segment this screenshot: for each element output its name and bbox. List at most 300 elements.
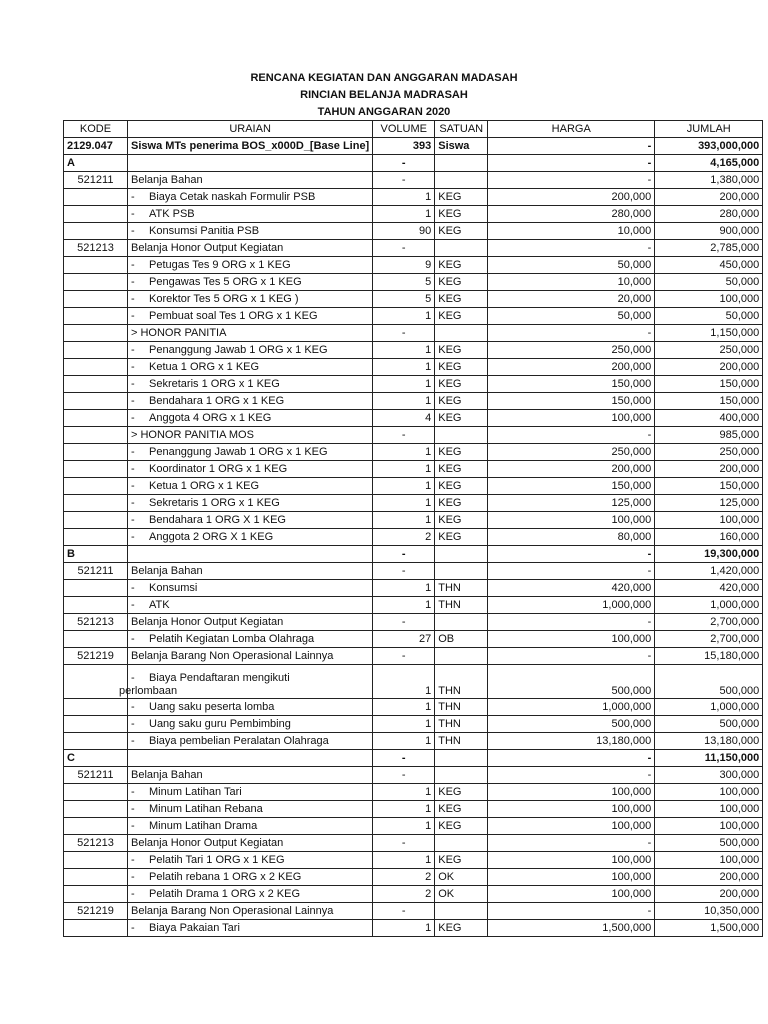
table-row [64,733,763,750]
cell-volume: 5 [373,274,435,291]
cell-kode: 521211 [64,172,128,189]
cell-satuan [435,563,488,580]
cell-uraian-text: ATK PSB [149,208,195,220]
table-row [64,172,763,189]
cell-jumlah: 200,000 [655,189,763,206]
cell-satuan [435,172,488,189]
cell-satuan: KEG [435,495,488,512]
cell-uraian-text: Anggota 4 ORG x 1 KEG [149,412,272,424]
cell-uraian-text: Pelatih Kegiatan Lomba Olahraga [149,633,315,645]
cell-satuan: THN [435,597,488,614]
cell-jumlah: 50,000 [655,274,763,291]
cell-volume: 1 [373,716,435,733]
cell-harga: - [488,325,655,342]
table-row [64,665,763,699]
cell-uraian [128,512,373,529]
cell-harga: 500,000 [488,665,655,699]
cell-uraian [128,716,373,733]
cell-uraian-text: Petugas Tes 9 ORG x 1 KEG [149,259,291,271]
cell-satuan: OK [435,886,488,903]
bullet-dash: - [131,582,135,594]
cell-kode: 521211 [64,563,128,580]
bullet-dash: - [131,259,135,271]
table-row [64,291,763,308]
cell-volume: 1 [373,597,435,614]
cell-uraian-text: Pembuat soal Tes 1 ORG x 1 KEG [149,310,318,322]
cell-uraian-line2: perlombaan [119,685,178,697]
cell-satuan: THN [435,580,488,597]
cell-uraian-text: Pelatih Tari 1 ORG x 1 KEG [149,854,285,866]
cell-harga: 200,000 [488,461,655,478]
cell-kode [64,597,128,614]
cell-harga: 200,000 [488,359,655,376]
cell-satuan [435,155,488,172]
cell-kode [64,325,128,342]
cell-uraian-text: Pelatih rebana 1 ORG x 2 KEG [149,871,302,883]
bullet-dash: - [131,293,135,305]
bullet-dash: - [131,820,135,832]
cell-satuan: Siswa [435,138,488,155]
cell-harga: 100,000 [488,869,655,886]
cell-uraian: Belanja Honor Output Kegiatan [128,614,373,631]
table-row [64,461,763,478]
cell-satuan: KEG [435,529,488,546]
cell-uraian: Belanja Honor Output Kegiatan [128,240,373,257]
cell-uraian: Belanja Honor Output Kegiatan [128,835,373,852]
cell-uraian [128,291,373,308]
document-subtitle: RINCIAN BELANJA MADRASAH [300,89,468,101]
cell-uraian [128,920,373,937]
cell-uraian [128,308,373,325]
cell-volume: 1 [373,342,435,359]
bullet-dash: - [131,463,135,475]
cell-jumlah: 2,785,000 [655,240,763,257]
table-row [64,529,763,546]
cell-kode [64,631,128,648]
bullet-dash: - [131,888,135,900]
cell-satuan [435,240,488,257]
cell-volume: 1 [373,461,435,478]
cell-satuan: KEG [435,784,488,801]
cell-jumlah: 1,000,000 [655,597,763,614]
cell-harga: 1,000,000 [488,597,655,614]
cell-kode: 521213 [64,240,128,257]
cell-jumlah: 300,000 [655,767,763,784]
cell-uraian: Siswa MTs penerima BOS_x000D_[Base Line] [128,138,373,155]
cell-harga: 100,000 [488,784,655,801]
cell-uraian [128,189,373,206]
cell-harga: - [488,563,655,580]
cell-satuan: KEG [435,461,488,478]
cell-satuan: KEG [435,478,488,495]
cell-kode [64,444,128,461]
document-year: TAHUN ANGGARAN 2020 [317,106,451,118]
table-row [64,478,763,495]
cell-satuan [435,325,488,342]
cell-uraian-text: Penanggung Jawab 1 ORG x 1 KEG [149,344,328,356]
cell-harga: - [488,614,655,631]
table-row [64,801,763,818]
cell-volume: 1 [373,665,435,699]
cell-harga: 100,000 [488,886,655,903]
cell-jumlah: 200,000 [655,359,763,376]
cell-kode [64,206,128,223]
table-row [64,359,763,376]
cell-jumlah: 100,000 [655,852,763,869]
cell-uraian [128,750,373,767]
table-row [64,546,763,563]
cell-uraian-text: Ketua 1 ORG x 1 KEG [149,361,260,373]
cell-satuan: KEG [435,342,488,359]
cell-kode [64,461,128,478]
cell-volume: 1 [373,444,435,461]
table-row [64,410,763,427]
table-row [64,750,763,767]
cell-jumlah: 1,380,000 [655,172,763,189]
column-header-harga: HARGA [488,121,655,138]
bullet-dash: - [131,225,135,237]
bullet-dash: - [131,854,135,866]
cell-harga: 280,000 [488,206,655,223]
table-row [64,648,763,665]
cell-harga: 200,000 [488,189,655,206]
cell-harga: 1,500,000 [488,920,655,937]
cell-volume: 27 [373,631,435,648]
bullet-dash: - [131,497,135,509]
cell-kode [64,818,128,835]
cell-satuan [435,750,488,767]
cell-kode [64,529,128,546]
table-row [64,342,763,359]
cell-jumlah: 900,000 [655,223,763,240]
cell-uraian-text: Penanggung Jawab 1 ORG x 1 KEG [149,446,328,458]
cell-kode [64,512,128,529]
cell-harga: - [488,240,655,257]
bullet-dash: - [131,514,135,526]
cell-uraian [128,223,373,240]
cell-volume: 9 [373,257,435,274]
table-row [64,257,763,274]
cell-uraian [128,257,373,274]
cell-jumlah: 450,000 [655,257,763,274]
cell-jumlah: 10,350,000 [655,903,763,920]
table-row [64,835,763,852]
cell-satuan [435,614,488,631]
table-row [64,869,763,886]
cell-harga: 20,000 [488,291,655,308]
cell-uraian [128,206,373,223]
cell-jumlah: 250,000 [655,444,763,461]
cell-uraian: Belanja Barang Non Operasional Lainnya [128,648,373,665]
bullet-dash: - [131,446,135,458]
table-row [64,614,763,631]
cell-uraian [128,410,373,427]
cell-kode: 521219 [64,648,128,665]
cell-jumlah: 4,165,000 [655,155,763,172]
cell-satuan: THN [435,665,488,699]
cell-kode: B [64,546,128,563]
document-title-block [0,70,768,121]
cell-uraian-text: Biaya Pakaian Tari [149,922,240,934]
document-title: RENCANA KEGIATAN DAN ANGGARAN MADASAH [250,72,518,84]
cell-kode: C [64,750,128,767]
cell-volume: 1 [373,376,435,393]
cell-volume: - [373,240,435,257]
cell-jumlah: 150,000 [655,393,763,410]
bullet-dash: - [131,395,135,407]
cell-harga: 500,000 [488,716,655,733]
cell-harga: 50,000 [488,257,655,274]
cell-kode [64,665,128,699]
cell-kode [64,359,128,376]
cell-uraian [128,342,373,359]
cell-jumlah: 100,000 [655,801,763,818]
cell-kode: 2129.047 [64,138,128,155]
cell-volume: 1 [373,206,435,223]
cell-jumlah: 150,000 [655,478,763,495]
bullet-dash: - [131,361,135,373]
cell-harga: 150,000 [488,376,655,393]
cell-kode [64,308,128,325]
cell-volume: 2 [373,886,435,903]
table-row [64,886,763,903]
cell-satuan: KEG [435,818,488,835]
cell-volume: 1 [373,393,435,410]
cell-jumlah: 500,000 [655,665,763,699]
bullet-dash: - [131,735,135,747]
table-body [64,138,763,937]
cell-jumlah: 250,000 [655,342,763,359]
cell-uraian-text: Bendahara 1 ORG X 1 KEG [149,514,286,526]
cell-satuan [435,767,488,784]
bullet-dash: - [131,803,135,815]
cell-volume: 1 [373,359,435,376]
cell-kode [64,189,128,206]
table-row [64,597,763,614]
cell-kode [64,869,128,886]
cell-uraian-text: ATK [149,599,170,611]
cell-volume: - [373,172,435,189]
table-row [64,444,763,461]
cell-jumlah: 19,300,000 [655,546,763,563]
cell-uraian: Belanja Bahan [128,563,373,580]
cell-jumlah: 11,150,000 [655,750,763,767]
cell-jumlah: 200,000 [655,461,763,478]
cell-uraian-text: Sekretaris 1 ORG x 1 KEG [149,497,280,509]
table-row [64,512,763,529]
cell-kode [64,427,128,444]
cell-volume: 1 [373,801,435,818]
cell-harga: - [488,767,655,784]
cell-uraian-text: Biaya pembelian Peralatan Olahraga [149,735,329,747]
cell-harga: 150,000 [488,478,655,495]
cell-uraian-text: Uang saku guru Pembimbing [149,718,291,730]
cell-uraian: Belanja Bahan [128,767,373,784]
cell-kode: A [64,155,128,172]
cell-uraian: Belanja Barang Non Operasional Lainnya [128,903,373,920]
table-row [64,206,763,223]
table-row [64,427,763,444]
cell-volume: 1 [373,920,435,937]
cell-jumlah: 2,700,000 [655,631,763,648]
cell-kode: 521219 [64,903,128,920]
bullet-dash: - [131,922,135,934]
cell-jumlah: 200,000 [655,869,763,886]
cell-jumlah: 2,700,000 [655,614,763,631]
cell-jumlah: 100,000 [655,784,763,801]
cell-kode [64,410,128,427]
cell-uraian [128,784,373,801]
cell-uraian-text: Anggota 2 ORG X 1 KEG [149,531,274,543]
cell-volume: 1 [373,308,435,325]
cell-harga: 100,000 [488,801,655,818]
cell-uraian [128,631,373,648]
cell-kode [64,223,128,240]
cell-kode [64,852,128,869]
cell-volume: 1 [373,699,435,716]
cell-jumlah: 400,000 [655,410,763,427]
cell-satuan [435,427,488,444]
cell-volume: 1 [373,512,435,529]
cell-jumlah: 500,000 [655,716,763,733]
cell-satuan: KEG [435,410,488,427]
bullet-dash: - [131,412,135,424]
cell-harga: - [488,427,655,444]
cell-uraian: > HONOR PANITIA MOS [128,427,373,444]
cell-harga: - [488,648,655,665]
cell-kode [64,495,128,512]
cell-harga: 250,000 [488,342,655,359]
cell-harga: 250,000 [488,444,655,461]
cell-uraian: > HONOR PANITIA [128,325,373,342]
cell-uraian [128,886,373,903]
cell-volume: - [373,614,435,631]
cell-uraian [128,495,373,512]
table-row [64,767,763,784]
cell-satuan: KEG [435,393,488,410]
cell-kode [64,257,128,274]
cell-harga: 80,000 [488,529,655,546]
cell-uraian-text: Minum Latihan Rebana [149,803,263,815]
table-row [64,274,763,291]
cell-harga: - [488,546,655,563]
bullet-dash: - [131,310,135,322]
cell-kode [64,376,128,393]
table-row [64,903,763,920]
cell-kode: 521213 [64,614,128,631]
cell-volume: 2 [373,869,435,886]
cell-harga: 100,000 [488,631,655,648]
cell-volume: 1 [373,733,435,750]
cell-satuan [435,546,488,563]
cell-satuan: KEG [435,308,488,325]
cell-harga: - [488,172,655,189]
cell-jumlah: 100,000 [655,512,763,529]
cell-jumlah: 1,420,000 [655,563,763,580]
bullet-dash: - [131,672,135,684]
table-row [64,631,763,648]
table-row [64,138,763,155]
cell-uraian-text: Koordinator 1 ORG x 1 KEG [149,463,288,475]
table-row [64,716,763,733]
bullet-dash: - [131,599,135,611]
cell-uraian-text: Korektor Tes 5 ORG x 1 KEG ) [149,293,299,305]
cell-uraian [128,852,373,869]
cell-kode [64,733,128,750]
cell-harga: - [488,155,655,172]
bullet-dash: - [131,701,135,713]
cell-harga: - [488,750,655,767]
table-row [64,325,763,342]
cell-satuan: KEG [435,206,488,223]
cell-jumlah: 15,180,000 [655,648,763,665]
table-row [64,240,763,257]
table-row [64,699,763,716]
cell-uraian-text: Ketua 1 ORG x 1 KEG [149,480,260,492]
cell-harga: 50,000 [488,308,655,325]
cell-uraian-text: Uang saku peserta lomba [149,701,275,713]
column-header-volume: VOLUME [373,121,435,138]
cell-uraian [128,546,373,563]
cell-volume: - [373,325,435,342]
cell-jumlah: 1,150,000 [655,325,763,342]
cell-kode [64,580,128,597]
cell-satuan: KEG [435,920,488,937]
cell-uraian-text: Pelatih Drama 1 ORG x 2 KEG [149,888,300,900]
table-row [64,580,763,597]
cell-satuan: KEG [435,257,488,274]
table-row [64,308,763,325]
cell-satuan: THN [435,716,488,733]
cell-satuan: THN [435,699,488,716]
bullet-dash: - [131,480,135,492]
cell-uraian [128,274,373,291]
cell-jumlah: 13,180,000 [655,733,763,750]
cell-jumlah: 150,000 [655,376,763,393]
cell-uraian [128,376,373,393]
cell-jumlah: 500,000 [655,835,763,852]
cell-satuan: KEG [435,444,488,461]
cell-volume: 1 [373,580,435,597]
cell-kode: 521211 [64,767,128,784]
cell-satuan: THN [435,733,488,750]
cell-harga: 1,000,000 [488,699,655,716]
table-header-row [64,121,763,138]
cell-kode [64,699,128,716]
cell-harga: 125,000 [488,495,655,512]
cell-jumlah: 100,000 [655,291,763,308]
cell-satuan [435,648,488,665]
cell-uraian-text: Bendahara 1 ORG x 1 KEG [149,395,285,407]
cell-volume: - [373,427,435,444]
cell-volume: 1 [373,478,435,495]
cell-uraian [128,444,373,461]
cell-harga: - [488,835,655,852]
bullet-dash: - [131,344,135,356]
cell-satuan: OK [435,869,488,886]
cell-kode [64,478,128,495]
cell-kode [64,716,128,733]
cell-volume: 1 [373,818,435,835]
cell-jumlah: 280,000 [655,206,763,223]
column-header-satuan: SATUAN [435,121,488,138]
cell-volume: - [373,750,435,767]
cell-volume: 90 [373,223,435,240]
column-header-uraian: URAIAN [128,121,373,138]
cell-uraian-text: Pengawas Tes 5 ORG x 1 KEG [149,276,302,288]
cell-volume: - [373,648,435,665]
cell-kode [64,920,128,937]
